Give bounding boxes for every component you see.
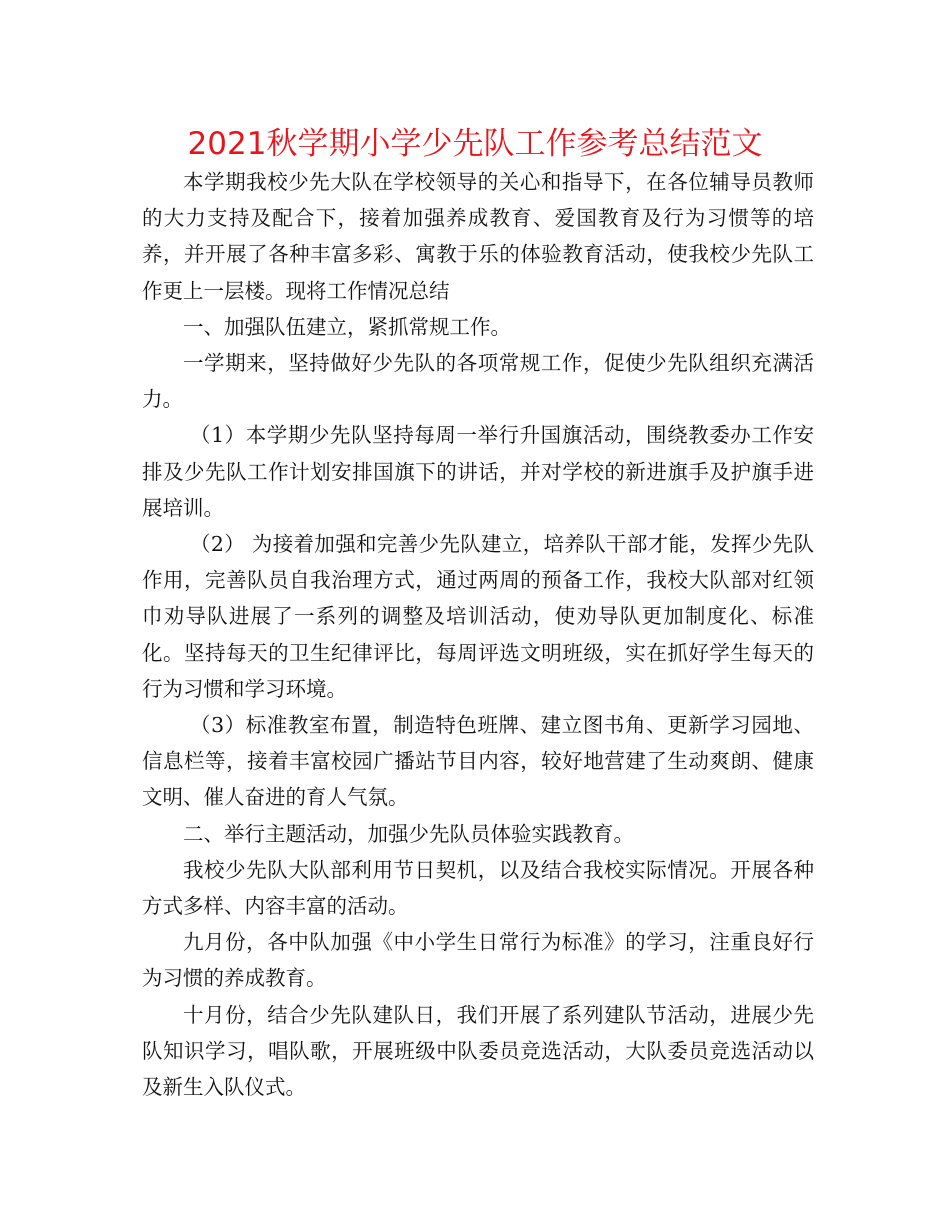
paragraph-routine: 一学期来，坚持做好少先队的各项常规工作，促使少先队组织充满活力。 [142, 351, 814, 412]
section-heading-2: 二、举行主题活动，加强少先队员体验实践教育。 [183, 821, 634, 846]
paragraph-september: 九月份，各中队加强《中小学生日常行为标准》的学习，注重良好行为习惯的养成教育。 [142, 930, 814, 991]
paragraph-intro: 本学期我校少先大队在学校领导的关心和指导下，在各位辅导员教师的大力支持及配合下，接着加强养成教育、爱国教育及行为习惯等的培养，并开展了各种丰富多彩、寓教于乐的体验教育活动，使我校少先队工作更上一层楼。现将工作情况总结 [142, 170, 814, 303]
paragraph-activities: 我校少先队大队部利用节日契机，以及结合我校实际情况。开展各种方式多样、内容丰富的活动。 [142, 857, 814, 919]
document-body [142, 164, 814, 1105]
document-title: 2021秋学期小学少先队工作参考总结范文 [187, 126, 763, 162]
paragraph-october: 十月份，结合少先队建队日，我们开展了系列建队节活动，进展少先队知识学习，唱队歌，开展班级中队委员竞选活动，大队委员竞选活动以及新生入队仪式。 [142, 1002, 814, 1100]
paragraph-item-2: （2） 为接着加强和完善少先队建立，培养队干部才能，发挥少先队作用，完善队员自我治理方式，通过两周的预备工作，我校大队部对红领巾劝导队进展了一系列的调整及培训活动，使劝导队更加制度化、标准化。坚持每天的卫生纪律评比，每周评选文明班级，实在抓好学生每天的行为习惯和学习环境。 [142, 532, 814, 701]
paragraph-item-3: （3）标准教室布置，制造特色班牌、建立图书角、更新学习园地、信息栏等，接着丰富校园广播站节目内容，较好地营建了生动爽朗、健康文明、催人奋进的育人气氛。 [142, 713, 814, 810]
section-heading-1: 一、加强队伍建立，紧抓常规工作。 [183, 314, 511, 339]
paragraph-item-1: （1）本学期少先队坚持每周一举行升国旗活动，围绕教委办工作安排及少先队工作计划安排国旗下的讲话，并对学校的新进旗手及护旗手进展培训。 [142, 423, 814, 520]
